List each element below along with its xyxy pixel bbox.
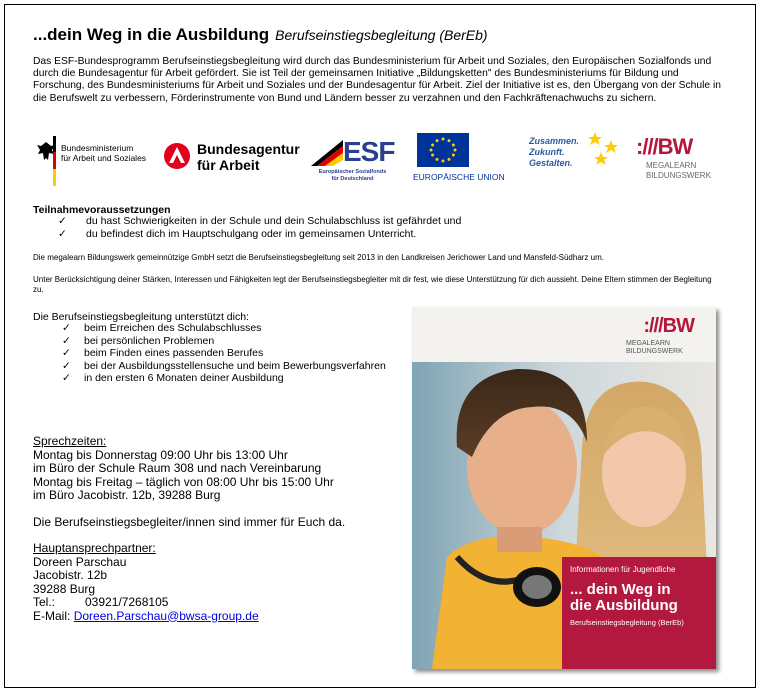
list-item: ✓ bei persönlichen Problemen [62, 334, 215, 347]
bmas-logo [33, 136, 158, 188]
phone-number: 03921/7268105 [85, 595, 169, 609]
flyer-banner-title1: ... dein Weg in [570, 581, 671, 598]
flyer-logo-line1: MEGALEARN [626, 340, 670, 347]
bw-mark: :///BW [636, 134, 693, 159]
list-item: ✓ in den ersten 6 Monaten deiner Ausbildung [62, 372, 284, 384]
flyer-image [412, 307, 716, 669]
email-label: E-Mail: [33, 608, 71, 623]
office-line: im Büro Jacobistr. 12b, 39288 Burg [33, 488, 221, 502]
eu-logo [413, 133, 523, 185]
check-icon: ✓ [62, 334, 71, 347]
eagle-icon [35, 136, 57, 186]
stars-icon [585, 130, 625, 170]
flyer-banner-title2: die Ausbildung [570, 597, 678, 614]
contact-name: Doreen Parschau [33, 554, 127, 569]
check-icon: ✓ [62, 322, 71, 334]
list-item: ✓ du befindest dich im Hauptschulgang oder im gemeinsamen Unterricht. [58, 228, 417, 240]
ba-line2: für Arbeit [197, 157, 260, 173]
title-sub: Berufseinstiegsbegleitung (BerEb) [275, 27, 488, 43]
agreement-paragraph: Unter Berücksichtigung deiner Stärken, Interessen und Fähigkeiten legt der Berufseinstiegsbegleiter mit dir fest, wie diese Unterstützung für dich aussieht. Deine Eltern stimmen der Begleitung zu. [33, 275, 712, 294]
esf-line1: Europäischer Sozialfonds [318, 169, 387, 175]
bw-logo [636, 134, 726, 184]
check-icon: ✓ [58, 228, 67, 240]
email-link[interactable]: Doreen.Parschau@bwsa-group.de [73, 608, 259, 623]
list-item: ✓ beim Erreichen des Schulabschlusses [62, 322, 262, 334]
ba-line1: Bundesagentur [197, 141, 300, 157]
provider-paragraph: Die megalearn Bildungswerk gemeinnützige GmbH setzt die Berufseinstiegsbegleitung seit 2013 in den Landkreisen Jerichower Land und Mansfeld-Südharz um. [33, 253, 604, 262]
phone-label: Tel.: [33, 595, 56, 609]
contact-city: 39288 Burg [33, 581, 96, 596]
zusammen-logo [529, 130, 629, 186]
bmas-line1: Bundesministerium [61, 143, 134, 153]
list-item: ✓ bei der Ausbildungsstellensuche und beim Bewerbungsverfahren [62, 359, 386, 372]
bmas-line2: für Arbeit und Soziales [61, 153, 147, 163]
zusammen-line3: Gestalten. [529, 158, 573, 168]
bw-line2: BILDUNGSWERK [646, 170, 711, 180]
esf-line2: für Deutschland [331, 176, 374, 182]
requirements-title: Teilnahmevoraussetzungen [33, 204, 171, 216]
eu-caption: EUROPÄISCHE UNION [413, 172, 505, 182]
title-main: ...dein Weg in die Ausbildung [33, 25, 270, 44]
check-icon: ✓ [62, 347, 71, 359]
zusammen-line2: Zukunft. [529, 147, 565, 157]
list-item: ✓ du hast Schwierigkeiten in der Schule und dein Schulabschluss ist gefährdet und [58, 215, 462, 227]
sponsor-logos [33, 130, 733, 190]
flyer-banner [570, 565, 712, 627]
flyer-banner-sub: Berufseinstiegsbegleitung (BerEb) [570, 618, 684, 627]
zusammen-line1: Zusammen. [529, 136, 580, 146]
esf-mark: ESF [343, 136, 395, 167]
ba-logo [163, 138, 298, 182]
support-title: Die Berufseinstiegsbegleitung unterstützt dich: [33, 311, 249, 323]
office-line: im Büro der Schule Raum 308 und nach Vereinbarung [33, 461, 322, 475]
contact-block [33, 435, 345, 623]
eu-flag-icon [417, 133, 469, 167]
list-item: ✓ beim Finden eines passenden Berufes [62, 347, 264, 359]
check-icon: ✓ [62, 359, 71, 372]
support-list [62, 322, 386, 385]
check-icon: ✓ [62, 372, 71, 384]
office-line: Montag bis Donnerstag 09:00 Uhr bis 13:00 Uhr [33, 447, 288, 462]
flyer-banner-top: Informationen für Jugendliche [570, 565, 676, 574]
esf-flag-icon [309, 138, 345, 168]
ba-icon [163, 142, 191, 170]
office-note: Die Berufseinstiegsbegleiter/innen sind immer für Euch da. [33, 514, 346, 529]
intro-paragraph: Das ESF-Bundesprogramm Berufseinstiegsbegleitung wird durch das Bundesministerium für Arbeit und Soziales, den Europäischen Sozialfonds und durch die Bundesagentur für Arbeit gefördert. Sie ist Teil der gemeinsamen Initiative „Bildungsketten" des Bundesministeriums für Bildung und Forschung, des Bundesministeriums für Arbeit und Soziales und der Bundesagentur für Arbeit. Ziel der Initiative ist es, den Übergang von der Schule in die Berufswelt zu verbessern, Förderinstrumente von Bund und Ländern besser zu verzahnen und den Fachkräftenachwuchs zu sichern. [33, 56, 721, 104]
contact-title: Hauptansprechpartner: [33, 541, 156, 555]
page-title [33, 25, 488, 45]
requirements-list [58, 215, 461, 241]
flyer-logo-line2: BILDUNGSWERK [626, 348, 683, 355]
check-icon: ✓ [58, 215, 67, 227]
bw-line1: MEGALEARN [646, 161, 697, 170]
contact-street: Jacobistr. 12b [33, 568, 108, 582]
office-hours-title: Sprechzeiten: [33, 434, 107, 448]
esf-logo [305, 136, 400, 188]
flyer-logo-mark: :///BW [643, 315, 694, 337]
office-line: Montag bis Freitag – täglich von 08:00 Uhr bis 15:00 Uhr [33, 474, 334, 489]
